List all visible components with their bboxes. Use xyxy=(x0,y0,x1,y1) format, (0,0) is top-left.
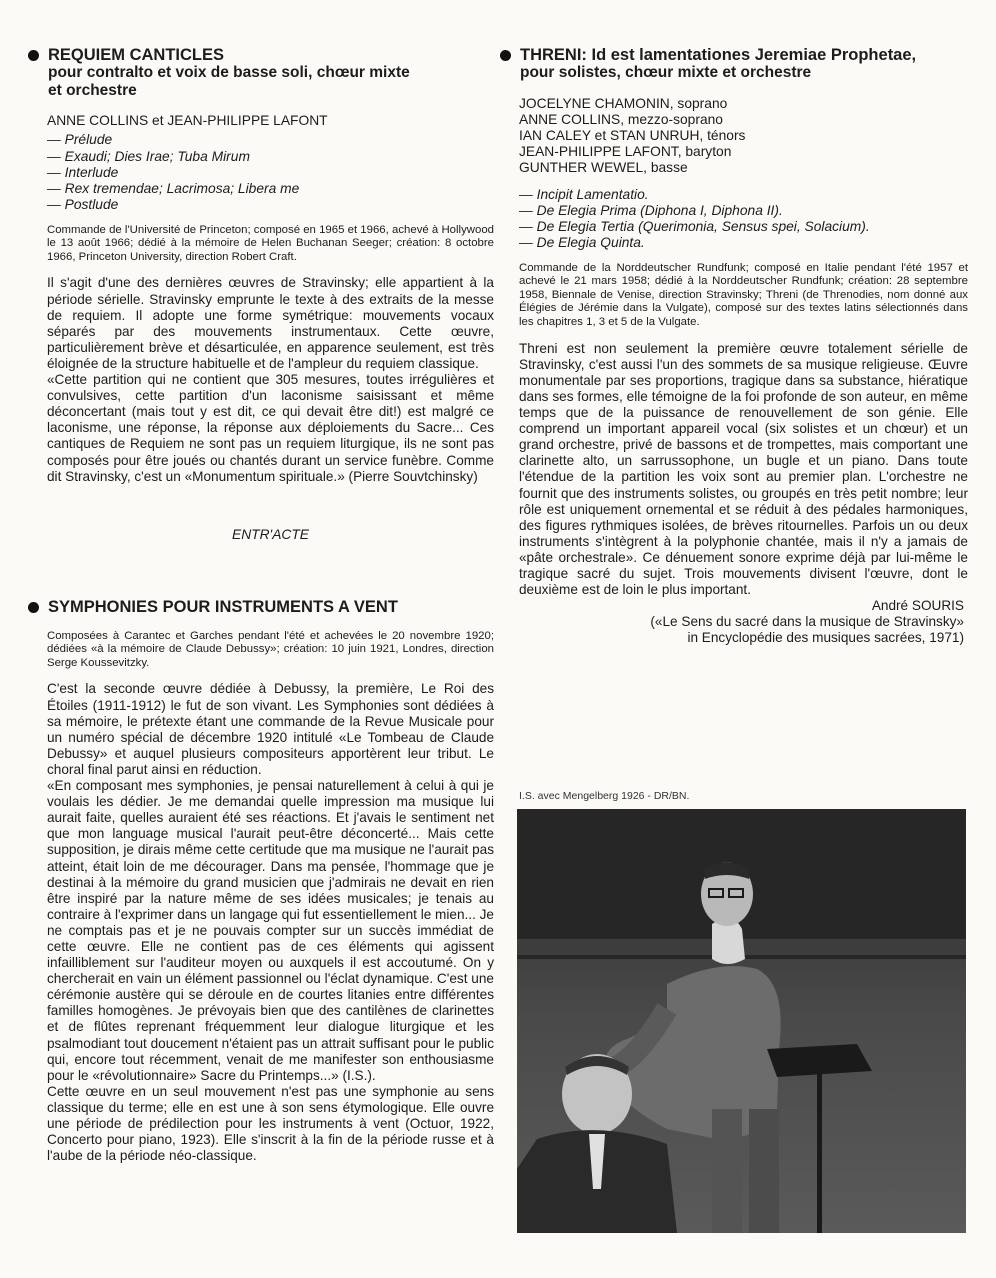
photo-caption: I.S. avec Mengelberg 1926 - DR/BN. xyxy=(519,790,690,802)
threni-commission-note: Commande de la Norddeutscher Rundfunk; composé en Italie pendant l'été 1957 et achevé le 21 mars 1958; dédié à la Norddeutscher Rundfunk; création: 28 septembre 1958, Biennale de Venise, direction Stravinsky; Threni (de Threnodies, nom donné aux Élégies de Jérémie dans la Vulgate), composé sur des textes latins sélectionnés dans les chapitres 1, 3 et 5 de la Vulgate. xyxy=(519,261,968,329)
movement-item: — De Elegia Prima (Diphona I, Diphona II). xyxy=(519,202,783,218)
requiem-commission-note: Commande de l'Université de Princeton; composé en 1965 et 1966, achevé à Hollywood le 13 août 1966; dédié à la mémoire de Helen Buchanan Seeger; création: 8 octobre 1966, Princeton University, direction Robert Craft. xyxy=(47,223,494,263)
symphonies-heading xyxy=(28,598,494,616)
right-column xyxy=(500,46,968,646)
photo-illustration xyxy=(517,809,966,1233)
performer-line: ANNE COLLINS et JEAN-PHILIPPE LAFONT xyxy=(47,113,328,128)
requiem-subtitle-line-2: et orchestre xyxy=(48,81,137,99)
left-column xyxy=(28,46,494,1164)
threni-body-paragraph: Threni est non seulement la première œuvre totalement sérielle de Stravinsky, c'est aussi l'un des sommets de sa musique religieuse. Œuvre monumentale par ses proportions, tragique dans sa substance, hiératique dans ses formes, elle témoigne de la foi profonde de son auteur, en même temps que de la puissance de renouvellement de son génie. Elle comprend un important appareil vocal (six solistes et un chœur) et un grand orchestre, privé de bassons et de trompettes, mais comportant une clarinette alto, un sarrussophone, un bugle et un piano. Dans toute l'étendue de la partition les voix sont au premier plan. L'orchestre ne fournit que des instruments solistes, ou groupés en très petit nombre; leur rôle est uniquement ornemental et se réduit à des pédales harmoniques, des figures rythmiques isolées, de brèves ritournelles. Parfois un ou deux instruments s'intègrent à la polyphonie chantée, mais il n'y a jamais de «pâte orchestrale». Ce dénuement sonore exprime déjà par lui-même le tragique sacré du sujet. Trois mouvements divisent l'œuvre, dont le deuxième est de loin le plus important. xyxy=(519,340,968,598)
quote-source-line-2: in Encyclopédie des musiques sacrées, 1971) xyxy=(687,630,964,646)
symphonies-title: SYMPHONIES POUR INSTRUMENTS A VENT xyxy=(48,597,398,616)
movement-item: — De Elegia Quinta. xyxy=(519,235,645,251)
bullet-icon xyxy=(28,50,39,61)
performer-line: GUNTHER WEWEL, basse xyxy=(519,160,688,176)
threni-subtitle: pour solistes, chœur mixte et orchestre xyxy=(520,64,812,81)
requiem-title: REQUIEM CANTICLES xyxy=(48,46,225,64)
movement-item: — Rex tremendae; Lacrimosa; Libera me xyxy=(47,181,300,197)
movement-item: — Exaudi; Dies Irae; Tuba Mirum xyxy=(47,148,250,164)
threni-movements xyxy=(500,187,968,252)
performer-line: IAN CALEY et STAN UNRUH, ténors xyxy=(519,127,746,143)
bullet-icon xyxy=(28,602,39,613)
threni-title: THRENI: Id est lamentationes Jeremiae Prophetae, xyxy=(520,46,917,64)
symphonies-commission-note: Composées à Carantec et Garches pendant l'été et achevées le 20 novembre 1920; dédiées «à la mémoire de Claude Debussy»; création: 10 juin 1921, Londres, direction Serge Koussevitzky. xyxy=(47,629,494,669)
movement-item: — Postlude xyxy=(47,197,119,213)
movement-item: — Prélude xyxy=(47,132,113,148)
symphonies-body-paragraph: C'est la seconde œuvre dédiée à Debussy, la première, Le Roi des Étoiles (1911-1912) le fut de son vivant. Les Symphonies sont dédiées à sa mémoire, le prétexte étant une commande de la Revue Musicale pour un numéro spécial de décembre 1920 intitulé «Le Tombeau de Claude Debussy» et auquel plusieurs compositeurs apportèrent leur tribut. Le choral final parut ainsi en réduction. xyxy=(47,681,494,777)
requiem-quote-paragraph: «Cette partition qui ne contient que 305 mesures, toutes irrégulières et convulsives, cette partition d'un laconisme saisissant et même déconcertant (mais tout y est dit, ce qui devait être dit!) est malgré ce laconisme, une réponse, la réponse aux déploiements du Sacre... Ces cantiques de Requiem ne sont pas un requiem liturgique, ils ne sont pas composés pour être joués ou chantés durant un service funèbre. Comme dit Stravinsky, c'est un «Monumentum spirituale.» (Pierre Souvtchinsky) xyxy=(47,372,494,484)
threni-performers xyxy=(500,96,968,177)
movement-item: — Interlude xyxy=(47,164,119,180)
movement-item: — De Elegia Tertia (Querimonia, Sensus spei, Solacium). xyxy=(519,219,870,235)
symphonies-quote-paragraph: «En composant mes symphonies, je pensai naturellement à celui à qui je voulais les dédier. Je me demandai quelle impression ma musique lui aurait faite, quelles auraient été ses réactions. Et j'avais le sentiment net que mon language musical l'aurait peut-être déconcerté... Mais cette supposition, je dirais même cette certitude que ma musique ne l'aurait pas atteint, était loin de me décourager. Dans ma pensée, l'hommage que je destinai à la mémoire du grand musicien que j'admirais ne devait en rien être inspiré par la nature même de ses idées musicales; je tenais au contraire à l'exprimer dans un langage qui fut essentiellement le mien... Je ne comptais pas et je ne pouvais compter sur un succès immédiat de cette œuvre. Elle ne contient pas de ces éléments qui agissent infailliblement sur l'auditeur moyen ou auxquels il est accoutumé. On y chercherait en vain un élément passionnel ou l'éclat dynamique. C'est une cérémonie austère qui se déroule en de courtes litanies entre différentes familles homogènes. Je prévoyais bien que des cantilènes de clarinettes et de flûtes reprenant fréquemment leur dialogue liturgique et les psalmodiant tout doucement n'étaient pas un attrait suffisant pour le public qui, encore tout récemment, venait de me manifester son enthousiasme pour le «révolutionnaire» Sacre du Printemps...» (I.S.). xyxy=(47,778,494,1083)
quote-author: André SOURIS xyxy=(871,598,964,614)
bullet-icon xyxy=(500,50,511,61)
movement-item: — Incipit Lamentatio. xyxy=(519,186,649,202)
symphonies-closing-paragraph: Cette œuvre en un seul mouvement n'est pas une symphonie au sens classique du terme; elle en est une à son sens étymologique. Elle ouvre une période de prédilection pour les instruments à vent (Octuor, 1922, Concerto pour piano, 1923). Elle s'inscrit à la fin de la période russe et à l'aube de la période néo-classique. xyxy=(47,1083,494,1164)
quote-source-line-1: («Le Sens du sacré dans la musique de Stravinsky» xyxy=(650,614,964,630)
performer-line: JOCELYNE CHAMONIN, soprano xyxy=(519,95,728,111)
entracte-label: ENTR'ACTE xyxy=(232,526,309,542)
requiem-subtitle-line-1: pour contralto et voix de basse soli, chœur mixte xyxy=(48,64,410,81)
historical-photo xyxy=(517,809,966,1233)
requiem-heading xyxy=(28,46,494,99)
requiem-body-paragraph: Il s'agit d'une des dernières œuvres de Stravinsky; elle appartient à la période sérielle. Stravinsky emprunte le texte à des extraits de la messe de requiem. Il adopte une forme symétrique: mouvements vocaux séparés par des mouvements instrumentaux. Cette œuvre, particulièrement brève et désarticulée, en apparence seulement, est très éloignée de la structure habituelle et de l'ampleur du requiem classique. xyxy=(47,275,494,371)
threni-heading xyxy=(500,46,968,82)
performer-line: ANNE COLLINS, mezzo-soprano xyxy=(519,111,723,127)
requiem-performers xyxy=(28,113,494,129)
performer-line: JEAN-PHILIPPE LAFONT, baryton xyxy=(519,144,732,160)
requiem-movements xyxy=(28,132,494,213)
